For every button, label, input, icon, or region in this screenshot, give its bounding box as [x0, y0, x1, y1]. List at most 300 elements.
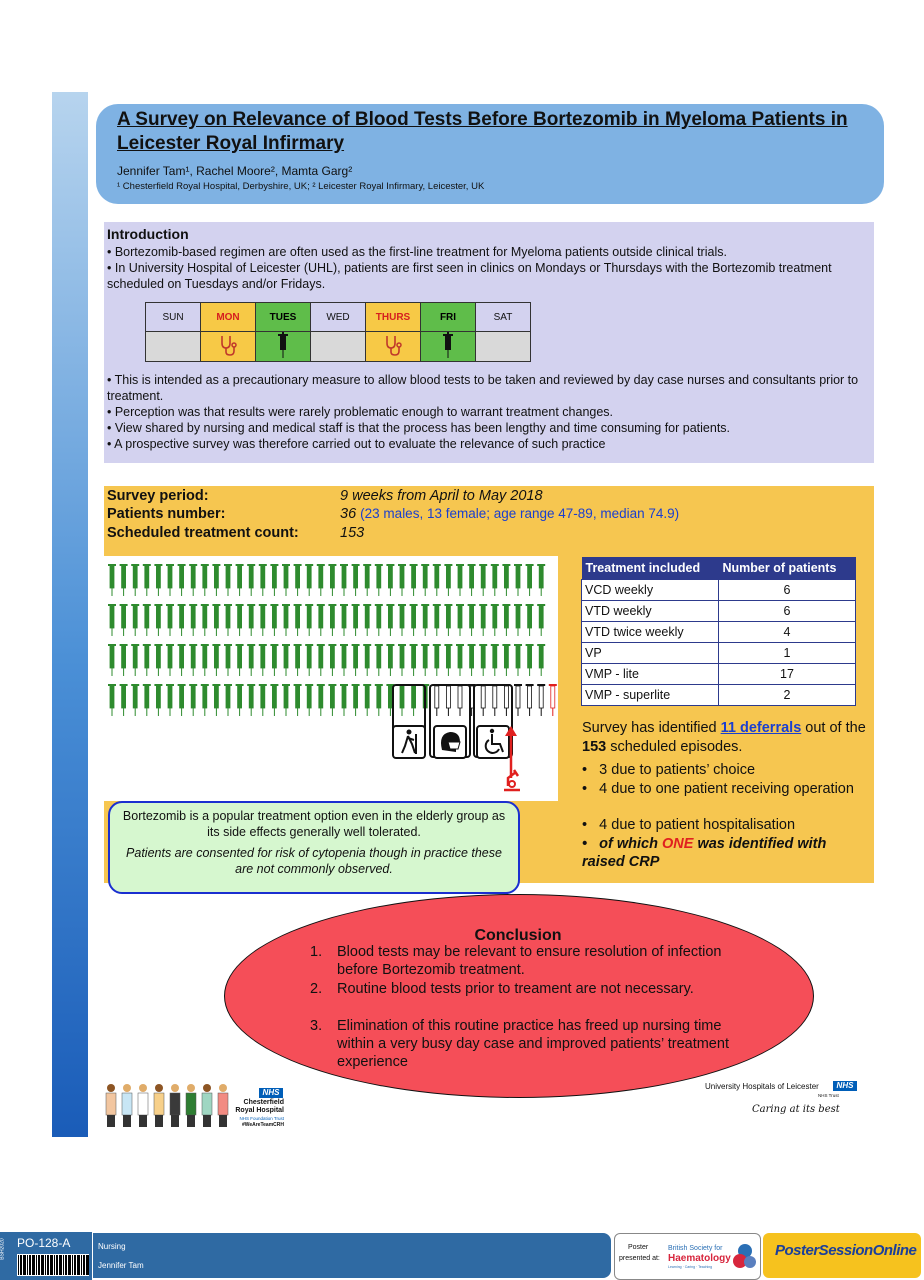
- bsh-text: British Society for: [668, 1245, 723, 1252]
- treatment-cell: [421, 332, 476, 362]
- syringe: [236, 564, 244, 596]
- syringe: [386, 644, 394, 676]
- day-wed: WED: [311, 303, 366, 332]
- deferral-text: out of the: [801, 720, 866, 736]
- table-row: [582, 580, 856, 601]
- syringe: [398, 604, 406, 636]
- patients-cell: 17: [719, 664, 856, 685]
- syringe: [433, 604, 441, 636]
- syringe: [294, 684, 302, 716]
- syringe: [398, 644, 406, 676]
- deferral-bullet: • 4 due to patient hospitalisation: [582, 817, 796, 833]
- syringe: [317, 564, 325, 596]
- syringe: [375, 604, 383, 636]
- syringe: [526, 644, 534, 676]
- category-bar: [93, 1233, 611, 1278]
- deferrals-link[interactable]: 11 deferrals: [720, 720, 802, 736]
- syringe: [305, 564, 313, 596]
- deferral-count: 153: [582, 739, 607, 755]
- syringe: [247, 564, 255, 596]
- deferral-reason: 4 due to one patient receiving operation: [599, 781, 854, 797]
- treatment-cell: VCD weekly: [582, 580, 719, 601]
- syringe: [166, 564, 174, 596]
- treatment-cell: VMP - lite: [582, 664, 719, 685]
- syringe: [444, 644, 452, 676]
- treatment-table: [581, 557, 856, 706]
- staff-legs: [187, 1115, 195, 1127]
- day-sat-cell: [476, 332, 531, 362]
- intro-bullet: • This is intended as a precautionary measure to allow blood tests to be taken and reviewed by day case nurses and consultants prior to treatment.: [107, 373, 859, 403]
- syringe: [433, 644, 441, 676]
- syringe: [421, 644, 429, 676]
- syringe: [375, 644, 383, 676]
- syringe: [468, 564, 476, 596]
- syringe: [537, 644, 545, 676]
- syringe: [340, 564, 348, 596]
- syringe: [340, 604, 348, 636]
- day-sat: SAT: [476, 303, 531, 332]
- syringe: [282, 644, 290, 676]
- syringe: [398, 564, 406, 596]
- deferral-bullet: • of which ONE was identified with raised CRP: [582, 836, 827, 870]
- syringe: [270, 604, 278, 636]
- syringe: [502, 604, 510, 636]
- conclusion-title: Conclusion: [474, 927, 562, 944]
- syringe: [212, 644, 220, 676]
- syringe: [410, 604, 418, 636]
- syringe: [143, 564, 151, 596]
- category: Nursing: [98, 1242, 126, 1251]
- syringe: [340, 684, 348, 716]
- staff-head: [139, 1084, 147, 1092]
- syringe: [201, 564, 209, 596]
- deferral-reason: 4 due to patient hospitalisation: [599, 817, 796, 833]
- staff-figures-icon: [100, 1082, 236, 1130]
- safety-note-line: Patients are consented for risk of cytopenia though in practice these are not commonly observed.: [126, 846, 502, 876]
- syringe: [108, 684, 116, 716]
- syringe: [154, 644, 162, 676]
- syringe: [212, 684, 220, 716]
- staff-head: [187, 1084, 195, 1092]
- table-row: [582, 622, 856, 643]
- authors: Jennifer Tam¹, Rachel Moore², Mamta Garg²: [117, 164, 353, 178]
- uhl-slogan: Caring at its best: [752, 1104, 840, 1115]
- bsh-text: Haematology: [668, 1253, 731, 1264]
- barcode-bar: [36, 1255, 37, 1275]
- item-text: Elimination of this routine practice has freed up nursing time within a very busy day case and improved patients’ treatment experience: [337, 1018, 729, 1070]
- syringe: [120, 644, 128, 676]
- syringe: [259, 564, 267, 596]
- treatment-cell: VTD twice weekly: [582, 622, 719, 643]
- syringe: [386, 604, 394, 636]
- syringe: [363, 684, 371, 716]
- day-fri: FRI: [421, 303, 476, 332]
- syringe-icon: [277, 332, 289, 358]
- syringe: [108, 564, 116, 596]
- syringe: [270, 684, 278, 716]
- syringe: [456, 564, 464, 596]
- day-wed-cell: [311, 332, 366, 362]
- syringe: [120, 684, 128, 716]
- syringe: [328, 644, 336, 676]
- uhl-sub: NHS Trust: [818, 1093, 839, 1098]
- syringe: [224, 604, 232, 636]
- syringe: [363, 564, 371, 596]
- syringe: [143, 644, 151, 676]
- deferral-reason: 3 due to patients’ choice: [599, 762, 756, 778]
- deferred-syringe: [491, 684, 499, 716]
- col-header-patients: Number of patients: [719, 557, 856, 580]
- syringe: [305, 684, 313, 716]
- syringe: [189, 564, 197, 596]
- treatment-cell: [256, 332, 311, 362]
- clinic-cell: [201, 332, 256, 362]
- deferred-syringe: [514, 684, 522, 716]
- staff-head: [155, 1084, 163, 1092]
- presented-text: Poster: [628, 1244, 649, 1251]
- syringe: [282, 564, 290, 596]
- deferred-syringe: [537, 684, 545, 716]
- weekly-schedule: [145, 302, 531, 362]
- syringe: [479, 564, 487, 596]
- patients-cell: 4: [719, 622, 856, 643]
- syringe: [294, 604, 302, 636]
- syringe: [305, 644, 313, 676]
- syringe: [328, 684, 336, 716]
- syringe: [236, 604, 244, 636]
- item-text: Blood tests may be relevant to ensure resolution of infection before Bortezomib treatment.: [337, 944, 722, 978]
- syringe: [143, 684, 151, 716]
- syringe: [166, 644, 174, 676]
- safety-note-line: Bortezomib is a popular treatment option even in the elderly group as its side effects generally well tolerated.: [122, 809, 506, 839]
- syringe: [294, 564, 302, 596]
- syringe: [398, 684, 406, 716]
- syringe: [189, 644, 197, 676]
- day-thu: THURS: [366, 303, 421, 332]
- chesterfield-logo: Chesterfield Royal Hospital: [235, 1099, 284, 1114]
- day-tue: TUES: [256, 303, 311, 332]
- syringe: [189, 604, 197, 636]
- syringe: [178, 604, 186, 636]
- postersessiononline-logo[interactable]: [763, 1233, 921, 1278]
- syringe: [444, 564, 452, 596]
- day-sun-cell: [146, 332, 201, 362]
- syringe: [166, 604, 174, 636]
- barcode-bar: [65, 1255, 67, 1275]
- syringe: [108, 604, 116, 636]
- syringe: [305, 604, 313, 636]
- syringe: [410, 644, 418, 676]
- syringe: [537, 604, 545, 636]
- syringe: [201, 644, 209, 676]
- survey-period-label: Survey period:: [107, 488, 209, 504]
- syringe: [120, 604, 128, 636]
- staff-head: [107, 1084, 115, 1092]
- syringe: [131, 684, 139, 716]
- syringe: [502, 564, 510, 596]
- syringe: [491, 604, 499, 636]
- crp-highlight: ONE: [662, 836, 694, 852]
- barcode-bar: [56, 1255, 58, 1275]
- syringe: [294, 644, 302, 676]
- bsh-tag: Learning · Caring · Teaching: [668, 1265, 713, 1269]
- syringe: [537, 564, 545, 596]
- syringe: [410, 564, 418, 596]
- syringe: [456, 604, 464, 636]
- affiliations: ¹ Chesterfield Royal Hospital, Derbyshire, UK; ² Leicester Royal Infirmary, Leicester, UK: [117, 181, 485, 192]
- barcode-bar: [74, 1255, 76, 1275]
- syringe: [456, 644, 464, 676]
- syringe: [178, 644, 186, 676]
- staff-body: [106, 1093, 116, 1115]
- syringe: [201, 604, 209, 636]
- syringe: [421, 564, 429, 596]
- treatment-cell: VMP - superlite: [582, 685, 719, 706]
- barcode-bar: [47, 1255, 49, 1275]
- deferred-syringe: [456, 684, 464, 716]
- syringe: [526, 604, 534, 636]
- bsh-circles-icon: [732, 1241, 758, 1271]
- barcode-bar: [23, 1255, 26, 1275]
- staff-body: [202, 1093, 212, 1115]
- syringe: [247, 644, 255, 676]
- uhl-logo: University Hospitals of Leicester: [705, 1082, 819, 1091]
- barcode-bar: [77, 1255, 80, 1275]
- syringe: [433, 564, 441, 596]
- patients-cell: 2: [719, 685, 856, 706]
- item-text: Routine blood tests prior to treament are not necessary.: [337, 981, 694, 997]
- syringe: [410, 684, 418, 716]
- patients-number-value: 36 (23 males, 13 female; age range 47-89, median 74.9): [340, 506, 680, 522]
- patients-cell: 1: [719, 643, 856, 664]
- stethoscope-icon: [217, 333, 239, 357]
- syringe: [247, 684, 255, 716]
- table-row: [582, 643, 856, 664]
- syringe: [259, 644, 267, 676]
- staff-legs: [139, 1115, 147, 1127]
- barcode-bar: [68, 1255, 71, 1275]
- syringe: [328, 604, 336, 636]
- syringe: [352, 684, 360, 716]
- syringe: [317, 604, 325, 636]
- barcode-bar: [86, 1255, 89, 1275]
- syringe: [328, 564, 336, 596]
- deferral-bullet: • 3 due to patients’ choice: [582, 762, 756, 778]
- syringe: [375, 684, 383, 716]
- staff-body: [170, 1093, 180, 1115]
- item-number: 1.: [310, 944, 323, 960]
- patients-number-label: Patients number:: [107, 506, 226, 522]
- syringe: [468, 604, 476, 636]
- introduction-heading: Introduction: [107, 226, 189, 242]
- surgeon-mask-icon: [441, 732, 460, 752]
- crp-text: was identified with raised CRP: [582, 836, 827, 870]
- syringe: [352, 644, 360, 676]
- clinic-cell: [366, 332, 421, 362]
- pso-text: PosterSessionOnline: [775, 1242, 917, 1259]
- syringe: [131, 604, 139, 636]
- col-header-treatment: Treatment included: [582, 557, 719, 580]
- syringe-icon: [442, 332, 454, 358]
- staff-body: [186, 1093, 196, 1115]
- staff-legs: [171, 1115, 179, 1127]
- syringe: [352, 564, 360, 596]
- syringe: [502, 644, 510, 676]
- syringe: [131, 644, 139, 676]
- intro-bullet: • Perception was that results were rarely problematic enough to warrant treatment changes.: [107, 405, 614, 419]
- day-sun: SUN: [146, 303, 201, 332]
- staff-legs: [203, 1115, 211, 1127]
- day-mon: MON: [201, 303, 256, 332]
- patients-cell: 6: [719, 601, 856, 622]
- deferred-syringe: [549, 684, 557, 716]
- barcode-bar: [38, 1255, 40, 1275]
- staff-legs: [155, 1115, 163, 1127]
- chesterfield-sub: NHS Foundation Trust: [239, 1116, 284, 1121]
- syringe: [224, 564, 232, 596]
- treatment-cell: VP: [582, 643, 719, 664]
- poster-id-panel: [0, 1232, 92, 1280]
- deferred-syringe: [502, 684, 510, 716]
- syringe: [421, 604, 429, 636]
- barcode-bar: [63, 1255, 64, 1275]
- barcode-icon: [17, 1254, 89, 1276]
- syringe: [178, 564, 186, 596]
- syringe: [259, 684, 267, 716]
- poster-title: A Survey on Relevance of Blood Tests Before Bortezomib in Myeloma Patients in Leicester Royal Infirmary: [117, 109, 848, 154]
- syringe: [468, 644, 476, 676]
- syringe: [479, 644, 487, 676]
- intro-bullet: • A prospective survey was therefore carried out to evaluate the relevance of such practice: [107, 437, 606, 451]
- deferred-syringe: [526, 684, 534, 716]
- treatment-count-label: Scheduled treatment count:: [107, 525, 299, 541]
- syringe: [363, 604, 371, 636]
- intro-bullet: • Bortezomib-based regimen are often used as the first-line treatment for Myeloma patients outside clinical trials.: [107, 245, 727, 259]
- syringe: [189, 684, 197, 716]
- barcode-bar: [27, 1255, 28, 1275]
- deferred-syringe: [479, 684, 487, 716]
- staff-head: [219, 1084, 227, 1092]
- syringe: [491, 564, 499, 596]
- treatment-cell: VTD weekly: [582, 601, 719, 622]
- table-row: [582, 601, 856, 622]
- footer-author: Jennifer Tam: [98, 1261, 144, 1270]
- syringe: [479, 604, 487, 636]
- barcode-bar: [59, 1255, 62, 1275]
- nhs-logo: NHS: [259, 1088, 283, 1098]
- barcode-bar: [54, 1255, 55, 1275]
- deferral-bullet: • 4 due to one patient receiving operation: [582, 781, 854, 797]
- deferral-text: Survey has identified: [582, 720, 721, 736]
- syringe: [236, 684, 244, 716]
- patients-cell: 6: [719, 580, 856, 601]
- safety-note-box: [108, 801, 520, 894]
- syringe: [514, 564, 522, 596]
- stethoscope-icon: [382, 333, 404, 357]
- syringe: [444, 604, 452, 636]
- deferred-syringe: [444, 684, 452, 716]
- syringe: [259, 604, 267, 636]
- treatment-count-value: 153: [340, 525, 365, 541]
- barcode-bar: [45, 1255, 46, 1275]
- small-id: BSH2020: [0, 1238, 6, 1260]
- barcode-bar: [41, 1255, 44, 1275]
- barcode-bar: [20, 1255, 22, 1275]
- survey-period-value: 9 weeks from April to May 2018: [340, 488, 543, 504]
- syringe: [282, 604, 290, 636]
- staff-body: [138, 1093, 148, 1115]
- side-decor-bar: [52, 92, 88, 1137]
- table-row: [582, 664, 856, 685]
- staff-legs: [107, 1115, 115, 1127]
- syringe: [317, 644, 325, 676]
- bsh-logo-panel: [614, 1233, 761, 1280]
- syringe: [154, 684, 162, 716]
- barcode-bar: [18, 1255, 19, 1275]
- syringe: [491, 644, 499, 676]
- syringe: [143, 604, 151, 636]
- barcode-bar: [72, 1255, 73, 1275]
- crp-text: of which: [599, 836, 663, 852]
- staff-head: [123, 1084, 131, 1092]
- intro-bullet: • In University Hospital of Leicester (UHL), patients are first seen in clinics on Mondays or Thursdays with the Bortezomib treatment scheduled on Tuesdays and/or Fridays.: [107, 261, 832, 291]
- syringe: [340, 644, 348, 676]
- syringe: [363, 644, 371, 676]
- syringe-pictogram: [104, 556, 558, 801]
- barcode-bar: [32, 1255, 35, 1275]
- syringe: [352, 604, 360, 636]
- syringe: [270, 564, 278, 596]
- syringe: [154, 564, 162, 596]
- syringe: [224, 684, 232, 716]
- barcode-bar: [29, 1255, 31, 1275]
- syringe: [108, 644, 116, 676]
- syringe: [166, 684, 174, 716]
- barcode-bar: [50, 1255, 53, 1275]
- staff-body: [154, 1093, 164, 1115]
- deferral-summary: [582, 719, 870, 757]
- syringe: [131, 564, 139, 596]
- syringe: [514, 644, 522, 676]
- syringe: [201, 684, 209, 716]
- staff-legs: [123, 1115, 131, 1127]
- syringe: [236, 644, 244, 676]
- table-row: [582, 685, 856, 706]
- hashtag: #WeAreTeamCRH: [241, 1122, 284, 1128]
- nhs-logo: NHS: [833, 1081, 857, 1091]
- syringe: [120, 564, 128, 596]
- syringe: [224, 644, 232, 676]
- syringe: [212, 604, 220, 636]
- presented-text: presented at:: [619, 1255, 660, 1262]
- staff-body: [122, 1093, 132, 1115]
- syringe: [178, 684, 186, 716]
- barcode-bar: [83, 1255, 85, 1275]
- poster-code: PO-128-A: [17, 1236, 71, 1250]
- staff-head: [203, 1084, 211, 1092]
- syringe: [270, 644, 278, 676]
- syringe: [526, 564, 534, 596]
- intro-bullet: • View shared by nursing and medical staff is that the process has been lengthy and time consuming for patients.: [107, 421, 731, 435]
- syringe: [386, 564, 394, 596]
- syringe: [514, 604, 522, 636]
- item-number: 2.: [310, 981, 323, 997]
- syringe: [375, 564, 383, 596]
- deferral-text: scheduled episodes.: [606, 739, 743, 755]
- syringe: [282, 684, 290, 716]
- syringe: [317, 684, 325, 716]
- syringe: [154, 604, 162, 636]
